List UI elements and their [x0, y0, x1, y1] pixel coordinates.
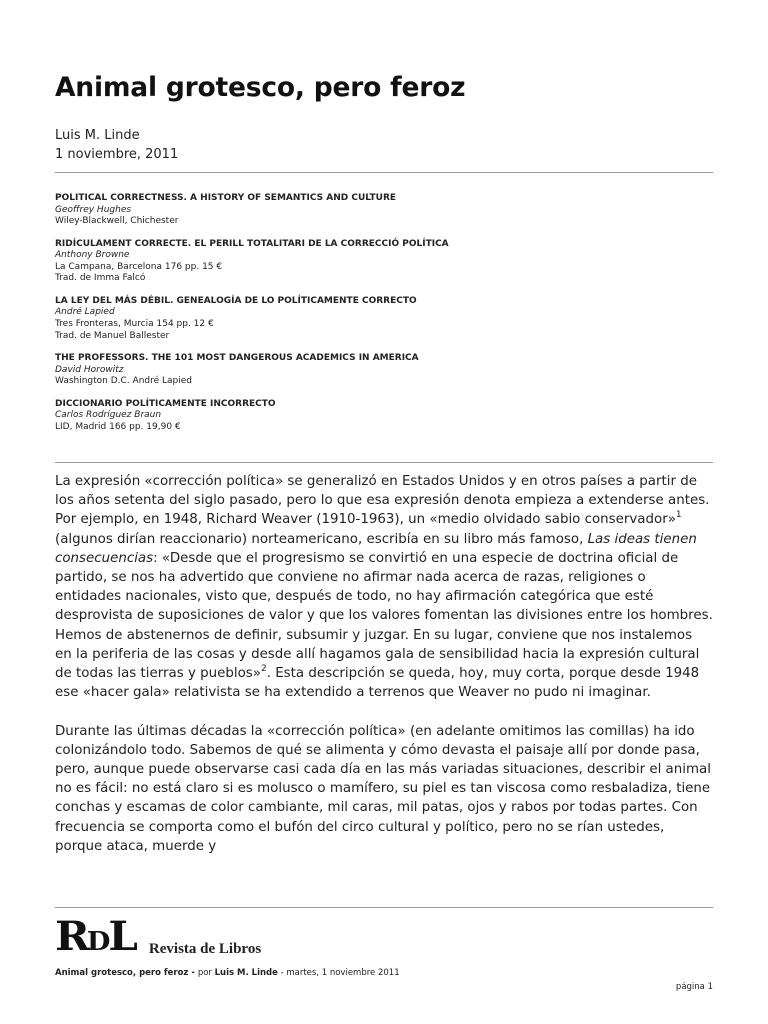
book-publisher: La Campana, Barcelona 176 pp. 15 € — [55, 261, 223, 272]
footer-date: - martes, 1 noviembre 2011 — [277, 968, 400, 978]
footer-por: por — [197, 968, 215, 978]
logo-mark — [55, 913, 135, 962]
publication-date: 1 noviembre, 2011 — [55, 147, 179, 162]
rdl-logo — [55, 913, 262, 962]
book-entry — [55, 399, 713, 434]
book-title-italic: Las ideas tienen consecuencias — [55, 531, 697, 566]
document-page — [55, 0, 713, 1024]
footer-citation — [55, 968, 400, 978]
author-name: Luis M. Linde — [55, 128, 140, 143]
footer-author: Luis M. Linde — [214, 968, 278, 978]
logo-letter: D — [86, 927, 109, 957]
book-author: Anthony Browne — [55, 250, 130, 261]
book-entry — [55, 239, 713, 285]
logo-letter: R — [55, 913, 87, 960]
brand-name: Revista de Libros — [148, 941, 262, 957]
article-title: Animal grotesco, pero feroz — [55, 72, 466, 103]
book-title: RIDÍCULAMENT CORRECTE. EL PERILL TOTALITARI DE LA CORRECCIÓ POLÍTICA — [55, 238, 449, 249]
footnote-ref[interactable]: 2 — [260, 664, 267, 675]
book-title: DICCIONARIO POLÍTICAMENTE INCORRECTO — [55, 398, 276, 409]
book-entry — [55, 353, 713, 388]
book-title: POLITICAL CORRECTNESS. A HISTORY OF SEMANTICS AND CULTURE — [55, 193, 397, 203]
book-publisher: Tres Fronteras, Murcia 154 pp. 12 € — [55, 318, 214, 329]
paragraph — [55, 472, 713, 702]
book-author: Carlos Rodríguez Braun — [55, 410, 162, 421]
book-entry — [55, 296, 713, 342]
text-run: : «Desde que el progresismo se convirtió en una especie de doctrina oficial de partido, se nos ha advertido que conviene no afirmar nada acerca de razas, religiones o entidades nacionales, visto que, después de todo, no hay afirmación categórica que esté desprovista de suposiciones de valor y que los valores fomentan las divisiones entre los hombres. Hemos de abstenernos de definir, subsumir y juzgar. En su lugar, conviene que nos instalemos en la periferia de las cosas y desde allí hagamos gala de sensibilidad hacia la expresión cultural de todas las tierras y pueblos» — [55, 550, 713, 682]
book-title: THE PROFESSORS. THE 101 MOST DANGEROUS ACADEMICS IN AMERICA — [55, 352, 419, 363]
book-entry — [55, 193, 713, 228]
footer-title: Animal grotesco, pero feroz - — [55, 968, 198, 978]
text-run: La expresión «corrección política» se generalizó en Estados Unidos y en otros países a partir de los años setenta del siglo pasado, pero lo que esa expresión denota empieza a extenderse antes. Por ejemplo, en 1948, Richard Weaver (1910-1963), un «medio olvidado sabio conservador» — [55, 474, 710, 528]
divider-footer — [55, 907, 713, 908]
divider-middle — [55, 462, 713, 463]
book-author: Geoffrey Hughes — [55, 204, 132, 215]
book-author: David Horowitz — [55, 364, 124, 375]
book-translator: Trad. de Manuel Ballester — [55, 330, 170, 341]
footnote-ref[interactable]: 1 — [675, 510, 682, 521]
book-publisher: LID, Madrid 166 pp. 19,90 € — [55, 421, 181, 432]
text-run: (algunos dirían reaccionario) norteamericano, escribía en su libro más famoso, — [55, 531, 588, 547]
book-publisher: Washington D.C. André Lapied — [55, 376, 193, 387]
text-run: . Esta descripción se queda, hoy, muy corta, porque desde 1948 ese «hacer gala» relativista se ha extendido a terrenos que Weaver no pudo ni imaginar. — [55, 666, 700, 701]
book-translator: Trad. de Imma Falcó — [55, 273, 146, 284]
article-body — [55, 472, 713, 875]
page-number: página 1 — [675, 982, 713, 992]
reviewed-books-list — [55, 193, 713, 444]
paragraph: Durante las últimas décadas la «corrección política» (en adelante omitimos las comillas) ha ido colonizándolo todo. Sabemos de qué se alimenta y cómo devasta el paisaje allí por donde pasa, pero, aunque puede observarse casi cada día en las más variadas situaciones, describir el animal no es fácil: no está claro si es molusco o mamífero, su piel es tan viscosa como resbaladiza, tiene conchas y escamas de color cambiante, mil caras, mil patas, ojos y rabos por todas partes. Con frecuencia se comporta como el bufón del circo cultural y político, pero no se rían ustedes, porque ataca, muerde y — [55, 723, 711, 854]
book-title: LA LEY DEL MÁS DÉBIL. GENEALOGÍA DE LO POLÍTICAMENTE CORRECTO — [55, 295, 417, 306]
book-publisher: Wiley-Blackwell, Chichester — [55, 216, 179, 227]
byline — [55, 126, 178, 164]
logo-letter: L — [108, 913, 135, 960]
book-author: André Lapied — [55, 307, 115, 318]
divider-top — [55, 172, 713, 173]
